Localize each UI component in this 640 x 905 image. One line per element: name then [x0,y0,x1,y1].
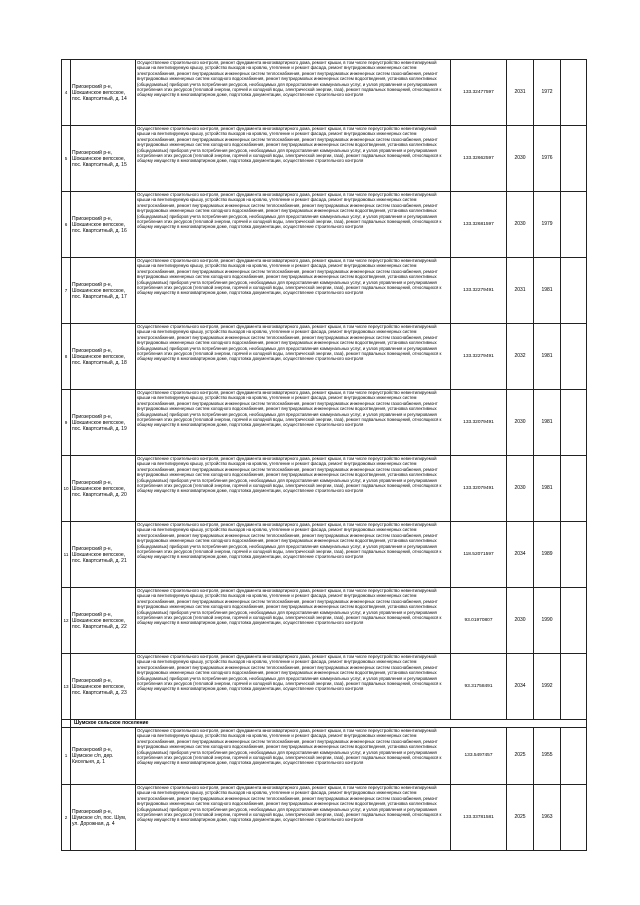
table-row [62,60,587,126]
address-cell: Приозерский р-н, Шокшинское вепсское, пос. Квартситный, д. 18 [71,324,136,390]
year-built-cell: 1979 [534,192,561,258]
year-work-cell: 2031 [507,258,534,324]
year-work-cell: 2030 [507,588,534,654]
year-work-cell: 2034 [507,654,534,720]
works-description-cell: Осуществление строительного контроля, ремонт фундамента многоквартирного дома, ремонт крыши, в том числе переустройство невентилируемой крыши на вентилируемую крышу, устройство выходов на кровлю, утепление и ремонт фасада, ремонт внутридомовых инженерных систем электроснабжения, ремонт внутридомовых инженерных систем теплоснабжения, ремонт внутридомовых инженерных систем газоснабжения, ремонт внутридомовых инженерных систем холодного водоснабжения, ремонт внутридомовых инженерных систем водоотведения, установка коллективных (общедомовых) приборов учета потребления ресурсов, необходимых для предоставления коммунальных услуг, и узлов управления и регулирования потребления этих ресурсов (тепловой энергии, горячей и холодной воды, электрической энергии, газа), ремонт подвальных помещений, относящихся к общему имуществу в многоквартирном доме, подготовка документации, осуществление строительного контроля [136,522,451,588]
address-cell: Приозерский р-н, Шокшинское вепсское, пос. Квартситный, д. 20 [71,456,136,522]
works-description-cell: Осуществление строительного контроля, ремонт фундамента многоквартирного дома, ремонт крыши, в том числе переустройство невентилируемой крыши на вентилируемую крышу, устройство выходов на кровлю, утепление и ремонт фасада, ремонт внутридомовых инженерных систем электроснабжения, ремонт внутридомовых инженерных систем теплоснабжения, ремонт внутридомовых инженерных систем газоснабжения, ремонт внутридомовых инженерных систем холодного водоснабжения, ремонт внутридомовых инженерных систем водоотведения, установка коллективных (общедомовых) приборов учета потребления ресурсов, необходимых для предоставления коммунальных услуг, и узлов управления и регулирования потребления этих ресурсов (тепловой энергии, горячей и холодной воды, электрической энергии, газа), ремонт подвальных помещений, относящихся к общему имуществу в многоквартирном доме, подготовка документации, осуществление строительного контроля [136,324,451,390]
table-row [62,785,587,851]
year-work-cell: 2030 [507,192,534,258]
cost-cell: 133.32079491 [451,390,507,456]
works-description-cell: Осуществление строительного контроля, ремонт фундамента многоквартирного дома, ремонт крыши, в том числе переустройство невентилируемой крыши на вентилируемую крышу, устройство выходов на кровлю, утепление и ремонт фасада, ремонт внутридомовых инженерных систем электроснабжения, ремонт внутридомовых инженерных систем теплоснабжения, ремонт внутридомовых инженерных систем газоснабжения, ремонт внутридомовых инженерных систем холодного водоснабжения, ремонт внутридомовых инженерных систем водоотведения, установка коллективных (общедомовых) приборов учета потребления ресурсов, необходимых для предоставления коммунальных услуг, и узлов управления и регулирования потребления этих ресурсов (тепловой энергии, горячей и холодной воды, электрической энергии, газа), ремонт подвальных помещений, относящихся к общему имуществу в многоквартирном доме, подготовка документации, осуществление строительного контроля [136,126,451,192]
document-sheet [61,59,586,851]
row-number: 2 [62,785,71,851]
year-built-cell: 1989 [534,522,561,588]
cost-cell: 133.5497457 [451,728,507,785]
table-row [62,728,587,785]
table-row [62,588,587,654]
year-built-cell: 1992 [534,654,561,720]
cost-cell: 133.32279491 [451,324,507,390]
row-number: 11 [62,522,71,588]
empty-cell [561,728,587,785]
empty-cell [561,522,587,588]
works-description-cell: Осуществление строительного контроля, ремонт фундамента многоквартирного дома, ремонт крыши, в том числе переустройство невентилируемой крыши на вентилируемую крышу, устройство выходов на кровлю, утепление и ремонт фасада, ремонт внутридомовых инженерных систем электроснабжения, ремонт внутридомовых инженерных систем теплоснабжения, ремонт внутридомовых инженерных систем газоснабжения, ремонт внутридомовых инженерных систем холодного водоснабжения, ремонт внутридомовых инженерных систем водоотведения, установка коллективных (общедомовых) приборов учета потребления ресурсов, необходимых для предоставления коммунальных услуг, и узлов управления и регулирования потребления этих ресурсов (тепловой энергии, горячей и холодной воды, электрической энергии, газа), ремонт подвальных помещений, относящихся к общему имуществу в многоквартирном доме, подготовка документации, осуществление строительного контроля [136,192,451,258]
cost-cell: 133.33781581 [451,785,507,851]
address-cell: Приозерский р-н, Шумское с/п, пос. Шум, ул. Дорожная, д. 4 [71,785,136,851]
address-cell: Приозерский р-н, Шокшинское вепсское, пос. Квартситный, д. 23 [71,654,136,720]
cost-cell: 133.32681597 [451,192,507,258]
row-number: 12 [62,588,71,654]
address-cell: Приозерский р-н, Шокшинское вепсское, пос. Квартситный, д. 16 [71,192,136,258]
empty-cell [561,324,587,390]
year-work-cell: 2032 [507,324,534,390]
address-cell: Приозерский р-н, Шумское с/п, дер. Кисельня, д. 1 [71,728,136,785]
cost-cell: 133.32279491 [451,258,507,324]
year-built-cell: 1972 [534,60,561,126]
year-built-cell: 1981 [534,258,561,324]
capital-repair-table [61,59,587,851]
cost-cell: 133.32079491 [451,456,507,522]
address-cell: Приозерский р-н, Шокшинское вепсское, пос. Квартситный, д. 22 [71,588,136,654]
row-number: 1 [62,728,71,785]
year-built-cell: 1981 [534,390,561,456]
works-description-cell: Осуществление строительного контроля, ремонт фундамента многоквартирного дома, ремонт крыши, в том числе переустройство невентилируемой крыши на вентилируемую крышу, устройство выходов на кровлю, утепление и ремонт фасада, ремонт внутридомовых инженерных систем электроснабжения, ремонт внутридомовых инженерных систем теплоснабжения, ремонт внутридомовых инженерных систем газоснабжения, ремонт внутридомовых инженерных систем холодного водоснабжения, ремонт внутридомовых инженерных систем водоотведения, установка коллективных (общедомовых) приборов учета потребления ресурсов, необходимых для предоставления коммунальных услуг, и узлов управления и регулирования потребления этих ресурсов (тепловой энергии, горячей и холодной воды, электрической энергии, газа), ремонт подвальных помещений, относящихся к общему имуществу в многоквартирном доме, подготовка документации, осуществление строительного контроля [136,654,451,720]
works-description-cell: Осуществление строительного контроля, ремонт фундамента многоквартирного дома, ремонт крыши, в том числе переустройство невентилируемой крыши на вентилируемую крышу, устройство выходов на кровлю, утепление и ремонт фасада, ремонт внутридомовых инженерных систем электроснабжения, ремонт внутридомовых инженерных систем теплоснабжения, ремонт внутридомовых инженерных систем газоснабжения, ремонт внутридомовых инженерных систем холодного водоснабжения, ремонт внутридомовых инженерных систем водоотведения, установка коллективных (общедомовых) приборов учета потребления ресурсов, необходимых для предоставления коммунальных услуг, и узлов управления и регулирования потребления этих ресурсов (тепловой энергии, горячей и холодной воды, электрической энергии, газа), ремонт подвальных помещений, относящихся к общему имуществу в многоквартирном доме, подготовка документации, осуществление строительного контроля [136,728,451,785]
table-row [62,258,587,324]
table-body-top [62,60,587,720]
year-work-cell: 2030 [507,390,534,456]
works-description-cell: Осуществление строительного контроля, ремонт фундамента многоквартирного дома, ремонт крыши, в том числе переустройство невентилируемой крыши на вентилируемую крышу, устройство выходов на кровлю, утепление и ремонт фасада, ремонт внутридомовых инженерных систем электроснабжения, ремонт внутридомовых инженерных систем теплоснабжения, ремонт внутридомовых инженерных систем газоснабжения, ремонт внутридомовых инженерных систем холодного водоснабжения, ремонт внутридомовых инженерных систем водоотведения, установка коллективных (общедомовых) приборов учета потребления ресурсов, необходимых для предоставления коммунальных услуг, и узлов управления и регулирования потребления этих ресурсов (тепловой энергии, горячей и холодной воды, электрической энергии, газа), ремонт подвальных помещений, относящихся к общему имуществу в многоквартирном доме, подготовка документации, осуществление строительного контроля [136,390,451,456]
cost-cell: 118.52071597 [451,522,507,588]
row-number: 9 [62,390,71,456]
year-built-cell: 1981 [534,324,561,390]
address-cell: Приозерский р-н, Шокшинское вепсское, пос. Квартситный, д. 21 [71,522,136,588]
works-description-cell: Осуществление строительного контроля, ремонт фундамента многоквартирного дома, ремонт крыши, в том числе переустройство невентилируемой крыши на вентилируемую крышу, устройство выходов на кровлю, утепление и ремонт фасада, ремонт внутридомовых инженерных систем электроснабжения, ремонт внутридомовых инженерных систем теплоснабжения, ремонт внутридомовых инженерных систем газоснабжения, ремонт внутридомовых инженерных систем холодного водоснабжения, ремонт внутридомовых инженерных систем водоотведения, установка коллективных (общедомовых) приборов учета потребления ресурсов, необходимых для предоставления коммунальных услуг, и узлов управления и регулирования потребления этих ресурсов (тепловой энергии, горячей и холодной воды, электрической энергии, газа), ремонт подвальных помещений, относящихся к общему имуществу в многоквартирном доме, подготовка документации, осуществление строительного контроля [136,258,451,324]
table-body-bottom [62,728,587,851]
works-description-cell: Осуществление строительного контроля, ремонт фундамента многоквартирного дома, ремонт крыши, в том числе переустройство невентилируемой крыши на вентилируемую крышу, устройство выходов на кровлю, утепление и ремонт фасада, ремонт внутридомовых инженерных систем электроснабжения, ремонт внутридомовых инженерных систем теплоснабжения, ремонт внутридомовых инженерных систем газоснабжения, ремонт внутридомовых инженерных систем холодного водоснабжения, ремонт внутридомовых инженерных систем водоотведения, установка коллективных (общедомовых) приборов учета потребления ресурсов, необходимых для предоставления коммунальных услуг, и узлов управления и регулирования потребления этих ресурсов (тепловой энергии, горячей и холодной воды, электрической энергии, газа), ремонт подвальных помещений, относящихся к общему имуществу в многоквартирном доме, подготовка документации, осуществление строительного контроля [136,60,451,126]
empty-cell [561,126,587,192]
cost-cell: 93.31758491 [451,654,507,720]
empty-cell [561,456,587,522]
year-built-cell: 1955 [534,728,561,785]
empty-cell [561,588,587,654]
row-number: 4 [62,60,71,126]
empty-cell [561,654,587,720]
address-cell: Приозерский р-н, Шокшинское вепсское, пос. Квартситный, д. 19 [71,390,136,456]
empty-cell [561,192,587,258]
year-work-cell: 2025 [507,728,534,785]
cost-cell: 133.32477597 [451,60,507,126]
row-number: 10 [62,456,71,522]
address-cell: Приозерский р-н, Шокшинское вепсское, пос. Квартситный, д. 14 [71,60,136,126]
year-work-cell: 2025 [507,785,534,851]
year-work-cell: 2030 [507,456,534,522]
row-number: 8 [62,324,71,390]
empty-cell [561,258,587,324]
cost-cell: 133.32662597 [451,126,507,192]
year-work-cell: 2031 [507,60,534,126]
year-built-cell: 1990 [534,588,561,654]
address-cell: Приозерский р-н, Шокшинское вепсское, пос. Квартситный, д. 15 [71,126,136,192]
table-row [62,192,587,258]
works-description-cell: Осуществление строительного контроля, ремонт фундамента многоквартирного дома, ремонт крыши, в том числе переустройство невентилируемой крыши на вентилируемую крышу, устройство выходов на кровлю, утепление и ремонт фасада, ремонт внутридомовых инженерных систем электроснабжения, ремонт внутридомовых инженерных систем теплоснабжения, ремонт внутридомовых инженерных систем газоснабжения, ремонт внутридомовых инженерных систем холодного водоснабжения, ремонт внутридомовых инженерных систем водоотведения, установка коллективных (общедомовых) приборов учета потребления ресурсов, необходимых для предоставления коммунальных услуг, и узлов управления и регулирования потребления этих ресурсов (тепловой энергии, горячей и холодной воды, электрической энергии, газа), ремонт подвальных помещений, относящихся к общему имуществу в многоквартирном доме, подготовка документации, осуществление строительного контроля [136,588,451,654]
empty-cell [561,390,587,456]
table-row [62,324,587,390]
table-row [62,456,587,522]
address-cell: Приозерский р-н, Шокшинское вепсское, пос. Квартситный, д. 17 [71,258,136,324]
row-number: 7 [62,258,71,324]
empty-cell [561,785,587,851]
section-title: Шумское сельское поселение [71,720,587,728]
row-number: 13 [62,654,71,720]
year-work-cell: 2034 [507,522,534,588]
table-row [62,522,587,588]
empty-cell [561,60,587,126]
row-number: 5 [62,126,71,192]
table-row [62,654,587,720]
cost-cell: 93.01970807 [451,588,507,654]
year-work-cell: 2030 [507,126,534,192]
works-description-cell: Осуществление строительного контроля, ремонт фундамента многоквартирного дома, ремонт крыши, в том числе переустройство невентилируемой крыши на вентилируемую крышу, устройство выходов на кровлю, утепление и ремонт фасада, ремонт внутридомовых инженерных систем электроснабжения, ремонт внутридомовых инженерных систем теплоснабжения, ремонт внутридомовых инженерных систем газоснабжения, ремонт внутридомовых инженерных систем холодного водоснабжения, ремонт внутридомовых инженерных систем водоотведения, установка коллективных (общедомовых) приборов учета потребления ресурсов, необходимых для предоставления коммунальных услуг, и узлов управления и регулирования потребления этих ресурсов (тепловой энергии, горячей и холодной воды, электрической энергии, газа), ремонт подвальных помещений, относящихся к общему имуществу в многоквартирном доме, подготовка документации, осуществление строительного контроля [136,456,451,522]
year-built-cell: 1981 [534,456,561,522]
section-row [62,720,587,728]
year-built-cell: 1976 [534,126,561,192]
table-row [62,126,587,192]
works-description-cell: Осуществление строительного контроля, ремонт фундамента многоквартирного дома, ремонт крыши, в том числе переустройство невентилируемой крыши на вентилируемую крышу, устройство выходов на кровлю, утепление и ремонт фасада, ремонт внутридомовых инженерных систем электроснабжения, ремонт внутридомовых инженерных систем теплоснабжения, ремонт внутридомовых инженерных систем газоснабжения, ремонт внутридомовых инженерных систем холодного водоснабжения, ремонт внутридомовых инженерных систем водоотведения, установка коллективных (общедомовых) приборов учета потребления ресурсов, необходимых для предоставления коммунальных услуг, и узлов управления и регулирования потребления этих ресурсов (тепловой энергии, горячей и холодной воды, электрической энергии, газа), ремонт подвальных помещений, относящихся к общему имуществу в многоквартирном доме, подготовка документации, осуществление строительного контроля [136,785,451,851]
row-number: 6 [62,192,71,258]
table-row [62,390,587,456]
section-blank-cell [62,720,71,728]
year-built-cell: 1963 [534,785,561,851]
table-body-section [62,720,587,728]
